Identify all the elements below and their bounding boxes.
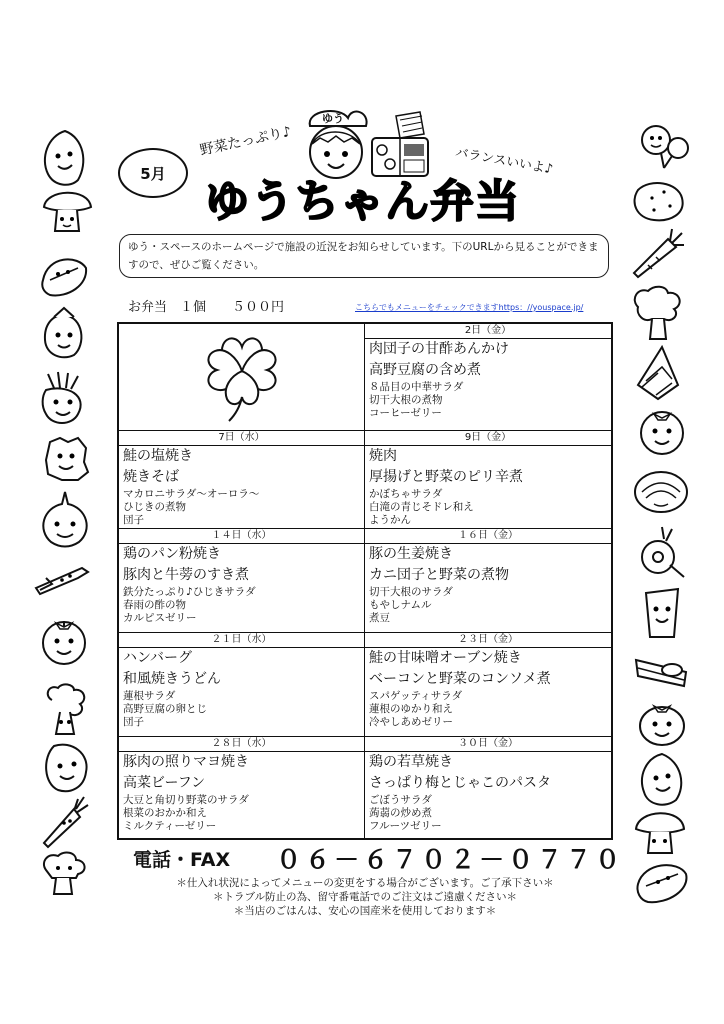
tagline-veggies: 野菜たっぷり♪ (198, 123, 293, 159)
menu-day-cell (365, 633, 611, 737)
sweet-potato-icon (40, 128, 90, 188)
side-dish: 団子 (123, 514, 144, 526)
side-dish: カルピスゼリー (123, 612, 197, 624)
note-menu-change: ＊仕入れ状況によってメニューの変更をする場合がございます。ご了承下さい＊ (176, 877, 554, 889)
cabbage-icon (636, 118, 692, 174)
side-dish: かぼちゃサラダ (369, 488, 443, 500)
side-dish: 切干大根のサラダ (369, 586, 453, 598)
notice-box: ゆう・スペースのホームページで施設の近況をお知らせしています。下のURLから見ることができますので、ぜひご覧ください。 (119, 234, 609, 278)
okra-icon (32, 560, 92, 600)
main-dish: ベーコンと野菜のコンソメ煮 (369, 671, 551, 687)
side-dish: ミルクティーゼリー (123, 820, 217, 832)
contact-line (133, 840, 624, 876)
sweet-potato-icon (38, 250, 90, 300)
main-dish: 和風焼きうどん (123, 671, 221, 687)
side-dish: ひじきの煮物 (123, 501, 186, 513)
menu-date: 7日（水） (119, 431, 365, 446)
broccoli-icon (630, 285, 686, 343)
main-title (205, 168, 520, 228)
main-dish: 鶏のパン粉焼き (123, 546, 221, 562)
side-dish: マカロニサラダ〜オーロラ〜 (123, 488, 260, 500)
mushroom-icon (632, 805, 688, 857)
main-dish: 鮭の塩焼き (123, 448, 193, 464)
turnip-icon (38, 370, 90, 428)
tomato-icon (38, 615, 90, 667)
tomato-icon (636, 700, 688, 748)
menu-date: 2日（金） (365, 324, 611, 339)
menu-day-cell (365, 737, 611, 838)
side-dish: ごぼうサラダ (369, 794, 432, 806)
month-badge: 5月 (118, 148, 188, 198)
menu-date: １４日（水） (119, 529, 365, 544)
menu-date: ２１日（水） (119, 633, 365, 648)
phone-fax-label: 電話・FAX (133, 848, 231, 871)
main-dish: 肉団子の甘酢あんかけ (369, 341, 509, 357)
main-dish: 厚揚げと野菜のピリ辛煮 (369, 469, 523, 485)
menu-day-cell (365, 529, 611, 633)
website-link[interactable]: こちらでもメニューをチェックできますhttps：//youspace.jp/ (355, 303, 584, 312)
bamboo-shoot-icon (638, 585, 686, 641)
side-dish: 蒟蒻の炒め煮 (369, 807, 432, 819)
side-dish: ８品目の中華サラダ (369, 381, 464, 393)
side-dish: 蓮根サラダ (123, 690, 176, 702)
menu-date: １６日（金） (365, 529, 611, 544)
side-dish: 団子 (123, 716, 144, 728)
clover-icon (197, 327, 287, 427)
bamboo-shoot-icon (632, 345, 684, 403)
menu-day-cell (119, 431, 365, 529)
main-dish: 高菜ビーフン (123, 775, 206, 791)
main-dish: さっぱり梅とじゃこのパスタ (369, 775, 551, 791)
potato-icon (40, 432, 92, 484)
main-dish: 焼肉 (369, 448, 397, 464)
tomato-icon (636, 405, 688, 457)
main-dish: 豚肉と牛蒡のすき煮 (123, 567, 249, 583)
main-dish: 鮭の甘味噌オーブン焼き (369, 650, 522, 666)
onion-icon (35, 490, 95, 548)
main-dish: 鶏の若草焼き (369, 754, 453, 770)
main-title-text: ゆうちゃん弁当 (205, 176, 520, 227)
potato-icon (40, 740, 92, 796)
mushroom-icon (40, 185, 95, 235)
side-dish: ようかん (369, 514, 411, 526)
menu-day-cell (365, 431, 611, 529)
broccoli-icon (38, 850, 90, 898)
phone-number: ０６－６７０２－０７７０ (276, 845, 625, 874)
tagline-balance: バランスいいよ♪ (454, 145, 555, 178)
menu-day-cell (119, 737, 365, 838)
cabbage-icon (632, 468, 690, 516)
side-dish: 白滝の青じそドレ和え (369, 501, 474, 513)
menu-date: ２３日（金） (365, 633, 611, 648)
price-line: お弁当 １個 ５００円 (128, 300, 285, 315)
side-dish: コーヒーゼリー (369, 407, 442, 419)
main-dish: ハンバーグ (123, 650, 193, 666)
side-dish: スパゲッティサラダ (369, 690, 463, 702)
side-dish: もやしナムル (369, 599, 432, 611)
carrot-icon (38, 795, 92, 851)
menu-date: 9日（金） (365, 431, 611, 446)
clover-cell (119, 324, 365, 431)
side-dish: 春雨の酢の物 (123, 599, 186, 611)
main-dish: 豚の生姜焼き (369, 546, 453, 562)
menu-date: ２８日（水） (119, 737, 365, 752)
menu-day-cell (119, 633, 365, 737)
note-domestic-rice: ＊当店のごはんは、安心の国産米を使用しております＊ (233, 905, 497, 917)
menu-day-cell (365, 324, 611, 431)
main-dish: 高野豆腐の含め煮 (369, 362, 481, 378)
side-dish: 鉄分たっぷり♪ひじきサラダ (123, 586, 256, 598)
side-dish: フルーツゼリー (369, 820, 442, 832)
side-dish: 切干大根の煮物 (369, 394, 443, 406)
menu-table (117, 322, 613, 840)
side-dish: 根菜のおかか和え (123, 807, 207, 819)
menu-day-cell (119, 529, 365, 633)
carrot-icon (630, 225, 686, 281)
okra-icon (632, 650, 692, 698)
turnip-icon (636, 525, 688, 581)
side-dish: 蓮根のゆかり和え (369, 703, 453, 715)
broccoli-icon (40, 682, 92, 738)
sweet-potato-icon (634, 858, 690, 906)
main-dish: 焼きそば (123, 469, 179, 485)
mascot-hat-text: ゆう (322, 112, 344, 125)
potato-icon (630, 178, 686, 224)
side-dish: 大豆と角切り野菜のサラダ (123, 794, 249, 806)
note-no-answering-machine: ＊トラブル防止の為、留守番電話でのご注文はご遠慮ください＊ (212, 891, 518, 903)
sweet-potato-icon (636, 750, 688, 808)
side-dish: 煮豆 (369, 612, 390, 624)
main-dish: カニ団子と野菜の煮物 (369, 567, 509, 583)
menu-date: ３０日（金） (365, 737, 611, 752)
side-dish: 高野豆腐の卵とじ (123, 703, 207, 715)
side-dish: 冷やしあめゼリー (369, 716, 453, 728)
eggplant-icon (40, 305, 88, 360)
main-dish: 豚肉の照りマヨ焼き (123, 754, 249, 770)
